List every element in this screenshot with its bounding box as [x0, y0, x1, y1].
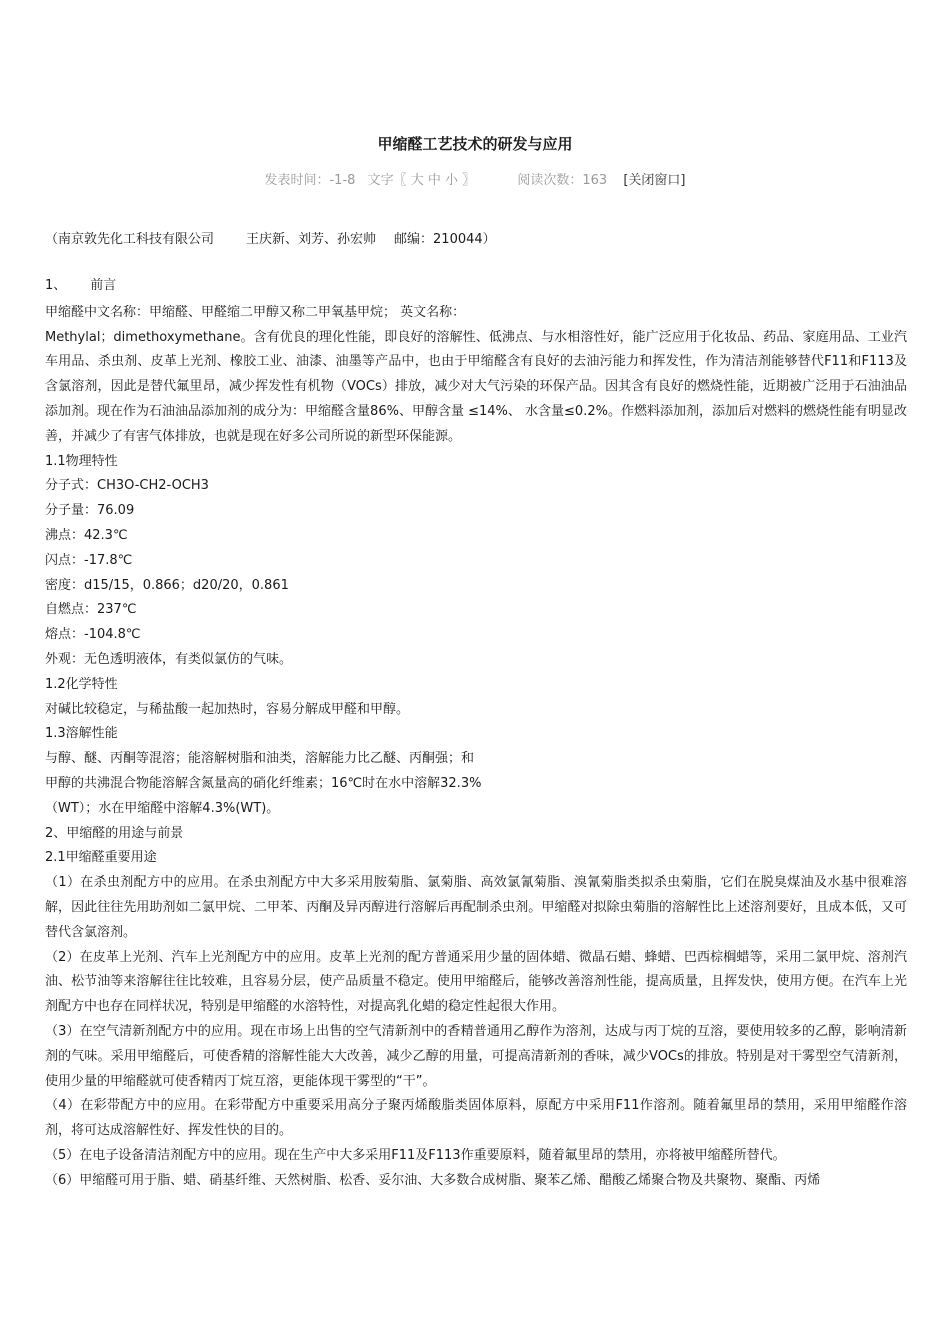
font-size-switcher[interactable]: 文字〖 大 中 小 〗	[367, 173, 476, 188]
section-title: 前言	[90, 278, 117, 293]
article-meta	[0, 169, 950, 188]
article-body	[45, 274, 907, 1193]
subheading: 1.2化学特性	[45, 676, 118, 692]
page-title: 甲缩醛工艺技术的研发与应用	[377, 135, 573, 153]
author-company: （南京敦先化工科技有限公司	[45, 232, 215, 247]
property-line: 外观：无色透明液体，有类似氯仿的气味。	[45, 651, 293, 667]
paragraph: （3）在空气清新剂配方中的应用。现在市场上出售的空气清新剂中的香精普通用乙醇作为溶剂，达成与丙丁烷的互溶，要使用较多的乙醇，影响清新剂的气味。采用甲缩醛后，可使香精的溶解性能大大改善，减少乙醇的用量，可提高清新剂的香味，减少VOCs的排放。特别是对干雾型空气清新剂，使用少量的甲缩醛就可使香精丙丁烷互溶，更能体现干雾型的“干”。	[45, 1023, 907, 1089]
paragraph: 与醇、醚、丙酮等混溶；能溶解树脂和油类，溶解能力比乙醚、丙酮强；和	[45, 751, 475, 767]
property-line: 闪点：-17.8℃	[45, 552, 133, 568]
section-heading: 2、甲缩醛的用途与前景	[45, 825, 184, 841]
paragraph: （6）甲缩醛可用于脂、蜡、硝基纤维、天然树脂、松香、妥尔油、大多数合成树脂、聚苯乙烯、醋酸乙烯聚合物及共聚物、聚酯、丙烯	[45, 1172, 821, 1188]
paragraph: 甲醇的共沸混合物能溶解含氮量高的硝化纤维素；16℃时在水中溶解32.3%	[45, 775, 482, 791]
read-count: 阅读次数：163	[517, 173, 608, 188]
paragraph: （5）在电子设备清洁剂配方中的应用。现在生产中大多采用F11及F113作重要原料，随着氟里昂的禁用，亦将被甲缩醛所替代。	[45, 1147, 786, 1163]
paragraph: （1）在杀虫剂配方中的应用。在杀虫剂配方中大多采用胺菊脂、氯菊脂、高效氯氰菊脂、溴氰菊脂类拟杀虫菊脂，它们在脱臭煤油及水基中很难溶解，因此往往先用助剂如二氯甲烷、二甲苯、丙酮及异丙醇进行溶解后再配制杀虫剂。甲缩醛对拟除虫菊脂的溶解性比上述溶剂要好，且成本低，又可替代含氯溶剂。	[45, 875, 907, 940]
paragraph: （4）在彩带配方中的应用。在彩带配方中重要采用高分子聚丙烯酸脂类固体原料，原配方中采用F11作溶剂。随着氟里昂的禁用，采用甲缩醛作溶剂，将可达成溶解性好、挥发性快的目的。	[45, 1098, 907, 1139]
paragraph: Methylal；dimethoxymethane。含有优良的理化性能，即良好的溶解性、低沸点、与水相溶性好，能广泛应用于化妆品、药品、家庭用品、工业汽车用品、杀虫剂、皮革上光剂、橡胶工业、油漆、油墨等产品中，也由于甲缩醛含有良好的去油污能力和挥发性，作为清洁剂能够替代F11和F113及含氯溶剂，因此是替代氟里昂，减少挥发性有机物（VOCs）排放，减少对大气污染的环保产品。因其含有良好的燃烧性能，近期被广泛用于石油油品添加剂。现在作为石油油品添加剂的成分为：甲缩醛含量86%、甲醇含量 ≤14%、 水含量≤0.2%。作燃料添加剂，添加后对燃料的燃烧性能有明显改善，并减少了有害气体排放，也就是现在好多公司所说的新型环保能源。	[45, 329, 907, 444]
author-names: 王庆新、刘芳、孙宏帅	[246, 232, 377, 247]
property-line: 密度：d15/15，0.866；d20/20，0.861	[45, 577, 289, 593]
paragraph: 甲缩醛中文名称：甲缩醛、甲醛缩二甲醇又称二甲氧基甲烷； 英文名称：	[45, 304, 466, 320]
paragraph: 对碱比较稳定，与稀盐酸一起加热时，容易分解成甲醛和甲醇。	[45, 701, 410, 717]
property-line: 自燃点：237℃	[45, 602, 137, 618]
close-window-link[interactable]: [关闭窗口]	[623, 173, 686, 188]
property-line: 分子量：76.09	[45, 503, 135, 519]
section-heading	[45, 274, 907, 299]
property-line: 沸点：42.3℃	[45, 527, 128, 543]
paragraph: （2）在皮革上光剂、汽车上光剂配方中的应用。皮革上光剂的配方普通采用少量的固体蜡、微晶石蜡、蜂蜡、巴西棕榈蜡等，采用二氯甲烷、溶剂汽油、松节油等来溶解往往比较难，且容易分层，使产品质量不稳定。使用甲缩醛后，能够改善溶剂性能，提高质量，且挥发快，使用方便。在汽车上光剂配方中也存在同样状况，特别是甲缩醛的水溶特性，对提高乳化蜡的稳定性起很大作用。	[45, 949, 907, 1015]
subheading: 1.3溶解性能	[45, 726, 118, 742]
subheading: 2.1甲缩醛重要用途	[45, 850, 157, 866]
property-line: 分子式：CH3O-CH2-OCH3	[45, 478, 209, 494]
paragraph: （WT）；水在甲缩醛中溶解4.3%(WT)。	[45, 800, 280, 816]
section-number: 1、	[45, 278, 67, 293]
author-line	[45, 228, 496, 247]
author-postcode: 邮编：210044）	[394, 232, 496, 247]
property-line: 熔点：-104.8℃	[45, 627, 141, 643]
publish-date: 发表时间：-1-8	[264, 173, 356, 188]
subheading: 1.1物理特性	[45, 453, 118, 469]
